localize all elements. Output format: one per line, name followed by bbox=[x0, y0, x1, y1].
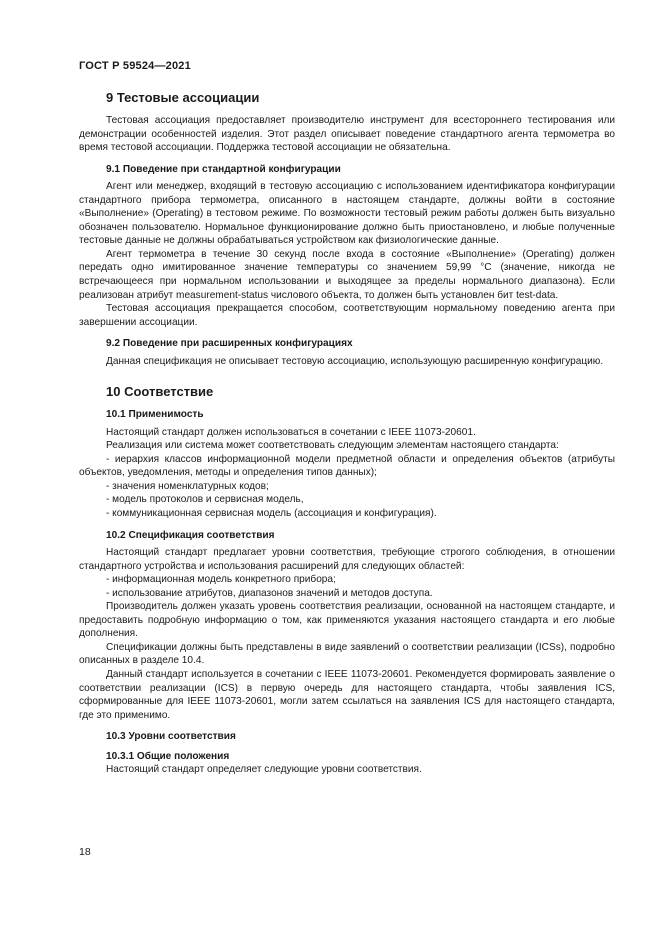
section-10-1-paragraph-1: Настоящий стандарт должен использоваться в сочетании с IEEE 11073-20601. bbox=[106, 426, 476, 438]
section-10-heading: 10 Соответствие bbox=[106, 384, 214, 400]
list-item: - значения номенклатурных кодов; bbox=[106, 480, 269, 492]
section-10-3-heading: 10.3 Уровни соответствия bbox=[106, 731, 236, 743]
list-item: - модель протоколов и сервисная модель, bbox=[106, 494, 304, 506]
list-item: - использование атрибутов, диапазонов значений и методов доступа. bbox=[106, 587, 433, 599]
section-10-1-paragraph-2: Реализация или система может соответствовать следующим элементам настоящего стандарта: bbox=[106, 440, 559, 452]
section-9-2-heading: 9.2 Поведение при расширенных конфигурациях bbox=[106, 338, 353, 350]
section-9-heading: 9 Тестовые ассоциации bbox=[106, 90, 260, 105]
page-content bbox=[79, 90, 615, 777]
section-10-3-1-heading: 10.3.1 Общие положения bbox=[106, 750, 230, 762]
section-10-1-heading: 10.1 Применимость bbox=[106, 409, 204, 421]
section-10-2-heading: 10.2 Спецификация соответствия bbox=[106, 529, 275, 541]
section-10-2-paragraph-1: Настоящий стандарт предлагает уровни соответствия, требующие строгого соблюдения, в отношении стандартного устройства и использования расширений для следующих областей: bbox=[79, 547, 615, 572]
list-item: - информационная модель конкретного прибора; bbox=[106, 574, 336, 586]
section-10-2-paragraph-2: Производитель должен указать уровень соответствия реализации, основанной на настоящем стандарте, и предоставить подробную информацию о том, как применяются указания настоящего стандарта и его любые дополнения. bbox=[79, 601, 615, 640]
section-9-2-paragraph-1: Данная спецификация не описывает тестовую ассоциацию, использующую расширенную конфигурацию. bbox=[106, 355, 604, 367]
section-9-1-paragraph-3: Тестовая ассоциация прекращается способом, соответствующим нормальному поведению агента при завершении ассоциации. bbox=[79, 303, 615, 328]
section-9-intro: Тестовая ассоциация предоставляет производителю инструмент для всестороннего тестирования или демонстрации особенностей изделия. Этот раздел описывает поведение стандартного агента термометра во время тестовой ассоциации. Поддержка тестовой ассоциации не обязательна. bbox=[79, 115, 615, 154]
section-10-2-paragraph-3: Спецификации должны быть представлены в виде заявлений о соответствии реализации (ICSs), подробно описанных в разделе 10.4. bbox=[79, 641, 615, 667]
list-item: - коммуникационная сервисная модель (ассоциация и конфигурация). bbox=[106, 507, 437, 519]
page-number: 18 bbox=[79, 846, 91, 858]
section-9-1-paragraph-1: Агент или менеджер, входящий в тестовую ассоциацию с использованием идентификатора конфигурации стандартного прибора термометра, описанного в настоящем стандарте, должны войти в состояние «Выполнение» (Operating) в тестовом режиме. По возможности тестовый режим работы должен быть визуально обозначен пользователю. Нормальное функционирование должно быть приостановлено, и любые полученные тестовые данные не должны обрабатываться устройством как физиологические данные. bbox=[79, 181, 615, 247]
section-10-2-paragraph-4: Данный стандарт используется в сочетании с IEEE 11073-20601. Рекомендуется формировать заявление о соответствии реализации (ICS) в первую очередь для настоящего стандарта, чтобы заявления ICS, сформированные для IEEE 11073-20601, могли затем ссылаться на заявления ICS для настоящего стандарта, где это применимо. bbox=[79, 668, 615, 721]
document-code-header: ГОСТ Р 59524—2021 bbox=[79, 60, 191, 72]
section-9-1-heading: 9.1 Поведение при стандартной конфигурации bbox=[106, 163, 341, 175]
list-item: - иерархия классов информационной модели предметной области и определения объектов (атрибуты объектов, уведомления, методы и определения типов данных); bbox=[79, 453, 615, 479]
section-10-3-1-paragraph-1: Настоящий стандарт определяет следующие уровни соответствия. bbox=[106, 764, 422, 776]
section-9-1-paragraph-2: Агент термометра в течение 30 секунд после входа в состояние «Выполнение» (Operating) должен передать одно имитированное значение температуры со значением 59,99 °С (значение, никогда не встречающееся при нормальном использовании и выходящее за пределы нормального диапазона). Если реализован атрибут measurement-status числового объекта, то должен быть установлен бит test-data. bbox=[79, 248, 615, 301]
